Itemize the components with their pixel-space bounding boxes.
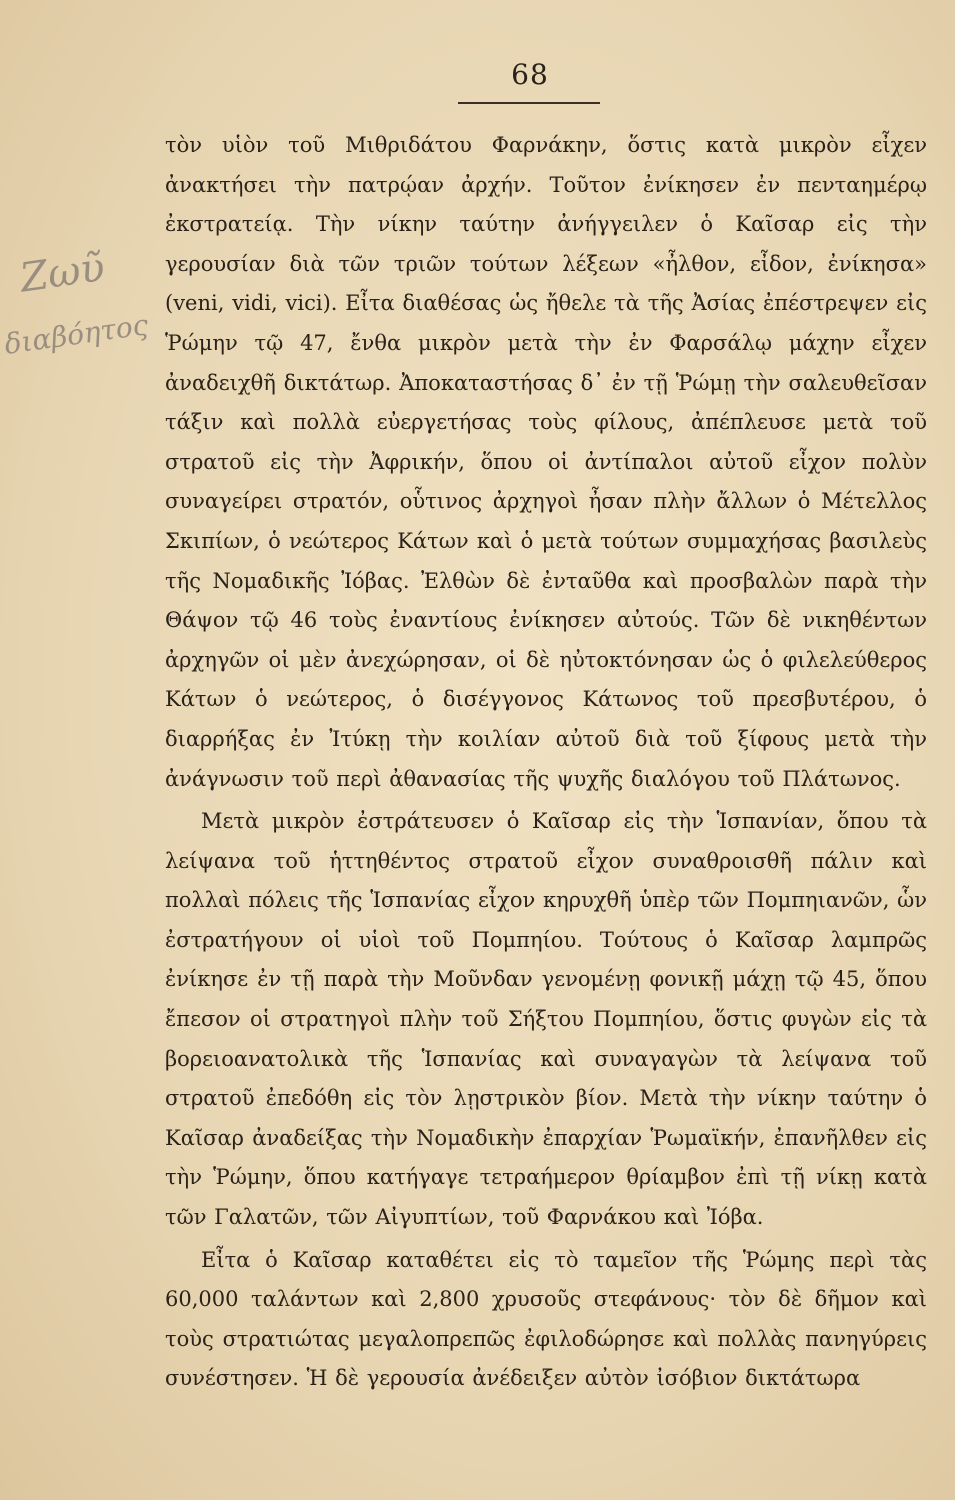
margin-note: διαβόητος bbox=[2, 308, 151, 361]
body-text bbox=[165, 126, 927, 1402]
margin-note: Ζωῦ bbox=[17, 244, 108, 302]
paragraph: Μετὰ μικρὸν ἐστράτευσεν ὁ Καῖσαρ εἰς τὴν Ἱσπανίαν, ὅπου τὰ λείψανα τοῦ ἡττηθέντος στρατοῦ εἶχον συναθροισθῆ πάλιν καὶ πολλαὶ πόλεις τῆς Ἱσπανίας εἶχον κηρυχθῆ ὑπὲρ τῶν Πομπηιανῶν, ὧν ἐστρατήγουν οἱ υἱοὶ τοῦ Πομπηίου. Τούτους ὁ Καῖσαρ λαμπρῶς ἐνίκησε ἐν τῇ παρὰ τὴν Μοῦνδαν γενομένῃ φονικῇ μάχῃ τῷ 45, ὅπου ἔπεσον οἱ στρατηγοὶ πλὴν τοῦ Σήξτου Πομπηίου, ὅστις φυγὼν εἰς τὰ βορειοανατολικὰ τῆς Ἱσπανίας καὶ συναγαγὼν τὰ λείψανα τοῦ στρατοῦ ἐπεδόθη εἰς τὸν λῃστρικὸν βίον. Μετὰ τὴν νίκην ταύτην ὁ Καῖσαρ ἀναδείξας τὴν Νομαδικὴν ἐπαρχίαν Ῥωμαϊκήν, ἐπανῆλθεν εἰς τὴν Ῥώμην, ὅπου κατήγαγε τετραήμερον θρίαμβον ἐπὶ τῇ νίκῃ κατὰ τῶν Γαλατῶν, τῶν Αἰγυπτίων, τοῦ Φαρνάκου καὶ Ἰόβα. bbox=[165, 809, 927, 1230]
page-number: 68 bbox=[511, 58, 549, 91]
paragraph: τὸν υἱὸν τοῦ Μιθριδάτου Φαρνάκην, ὅστις κατὰ μικρὸν εἶχεν ἀνακτήσει τὴν πατρῴαν ἀρχήν. Τοῦτον ἐνίκησεν ἐν πενταημέρῳ ἐκστρατείᾳ. Τὴν νίκην ταύτην ἀνήγγειλεν ὁ Καῖσαρ εἰς τὴν γερουσίαν διὰ τῶν τριῶν τούτων λέξεων «ἦλθον, εἶδον, ἐνίκησα» (veni, vidi, vici). Εἶτα διαθέσας ὡς ἤθελε τὰ τῆς Ἀσίας ἐπέστρεψεν εἰς Ῥώμην τῷ 47, ἔνθα μικρὸν μετὰ τὴν ἐν Φαρσάλῳ μάχην εἶχεν ἀναδειχθῆ δικτάτωρ. Ἀποκαταστήσας δ᾽ ἐν τῇ Ῥώμῃ τὴν σαλευθεῖσαν τάξιν καὶ πολλὰ εὐεργετήσας τοὺς φίλους, ἀπέπλευσε μετὰ τοῦ στρατοῦ εἰς τὴν Ἀφρικήν, ὅπου οἱ ἀντίπαλοι αὐτοῦ εἶχον πολὺν συναγείρει στρατόν, οὗτινος ἀρχηγοὶ ἦσαν πλὴν ἄλλων ὁ Μέτελλος Σκιπίων, ὁ νεώτερος Κάτων καὶ ὁ μετὰ τούτων συμμαχήσας βασιλεὺς τῆς Νομαδικῆς Ἰόβας. Ἐλθὼν δὲ ἐνταῦθα καὶ προσβαλὼν παρὰ τὴν Θάψον τῷ 46 τοὺς ἐναντίους ἐνίκησεν αὐτούς. Τῶν δὲ νικηθέντων ἀρχηγῶν οἱ μὲν ἀνεχώρησαν, οἱ δὲ ηὐτοκτόνησαν ὡς ὁ φιλελεύθερος Κάτων ὁ νεώτερος, ὁ δισέγγονος Κάτωνος τοῦ πρεσβυτέρου, ὁ διαρρήξας ἐν Ἰτύκῃ τὴν κοιλίαν αὐτοῦ διὰ τοῦ ξίφους μετὰ τὴν ἀνάγνωσιν τοῦ περὶ ἀθανασίας τῆς ψυχῆς διαλόγου τοῦ Πλάτωνος. bbox=[165, 133, 927, 791]
header-rule bbox=[458, 102, 600, 104]
paragraph: Εἶτα ὁ Καῖσαρ καταθέτει εἰς τὸ ταμεῖον τῆς Ῥώμης περὶ τὰς 60,000 ταλάντων καὶ 2,800 χρυσοῦς στεφάνους· τὸν δὲ δῆμον καὶ τοὺς στρατιώτας μεγαλοπρεπῶς ἐφιλοδώρησε καὶ πολλὰς πανηγύρεις συνέστησεν. Ἡ δὲ γερουσία ἀνέδειξεν αὐτὸν ἰσόβιον δικτάτωρα bbox=[165, 1247, 927, 1391]
